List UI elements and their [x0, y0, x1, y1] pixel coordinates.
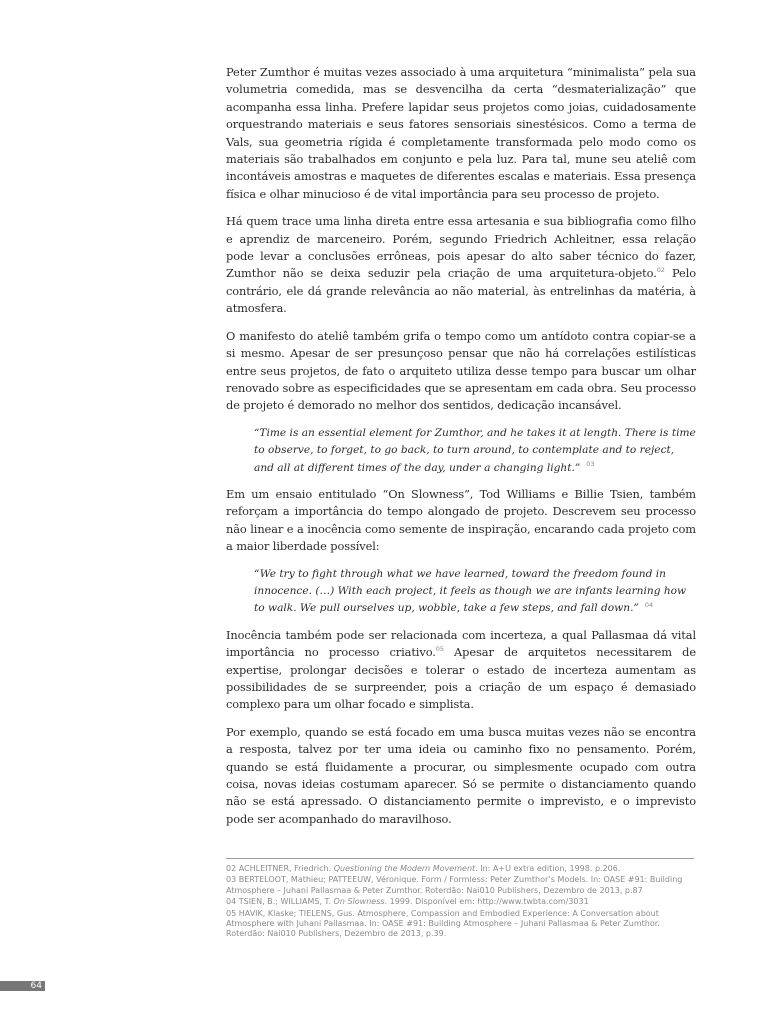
paragraph-4: Em um ensaio entitulado “On Slowness”, Tod Williams e Billie Tsien, também reforçam a importância do tempo alongado de projeto. Descrevem seu processo não linear e a inocência como semente de inspiração, encarando cada projeto com a maior liberdade possível:: [226, 486, 696, 554]
paragraph-5-text-b: Apesar de arquitetos necessitarem de expertise, prolongar decisões e tolerar o estado de incerteza aumentam as possibilidades de se surpreender, pois a criação de um espaço é demasiado complexo para um olhar focado e simplista.: [226, 645, 696, 712]
footnote-ref-02[interactable]: 02: [656, 266, 665, 275]
footnote-04-title: On Slowness: [333, 897, 385, 907]
quote-1-text: “Time is an essential element for Zumthor, and he takes it at length. There is time to observe, to forget, to go back, to turn around, to contemplate and to reject, and all at different times of the day, under a changing light.”: [254, 426, 696, 474]
paragraph-2: [226, 213, 696, 317]
footnote-02-text-a: 02 ACHLEITNER, Friedrich.: [226, 864, 334, 873]
footnotes: [226, 864, 694, 941]
footnote-02: [226, 864, 694, 874]
paragraph-6: Por exemplo, quando se está focado em uma busca muitas vezes não se encontra a resposta, talvez por ter uma ideia ou caminho fixo no pensamento. Porém, quando se está fluidamente a procurar, ou simplesmente ocupado com outra coisa, novas ideias costumam aparecer. Só se permite o distanciamento quando não se está apressado. O distanciamento permite o imprevisto, e o imprevisto pode ser acompanhado do maravilhoso.: [226, 724, 696, 826]
paragraph-5-text-a: Inocência também pode ser relacionada com incerteza, a qual Pallasmaa dá vital importância no processo criativo.: [226, 627, 696, 660]
footnote-04-text-b: . 1999. Disponível em: http://www.twbta.com/3031: [384, 897, 589, 907]
paragraph-2-text-b: Pelo contrário, ele dá grande relevância ao não material, às entrelinhas da matéria, à atmosfera.: [226, 266, 697, 316]
block-quote-1: [254, 425, 696, 477]
footnote-04-text-a: 04 TSIEN, B.; WILLIAMS, T.: [226, 897, 334, 907]
footnote-05: 05 HAVIK, Klaske; TIELENS, Gus. Atmosphere, Compassion and Embodied Experience: A Conversation about Atmosphere with Juhani Pallasmaa. In: OASE #91: Building Atmosphere – Juhani Pallasmaa & Peter Zumthor. Roterdão: Nai010 Publishers, Dezembro de 2013, p.39.: [226, 908, 660, 939]
footnote-divider: [226, 858, 694, 859]
page-number: 64: [0, 981, 45, 991]
footnote-ref-05[interactable]: 05: [435, 645, 444, 654]
paragraph-1: Peter Zumthor é muitas vezes associado à uma arquitetura “minimalista” pela sua volumetria comedida, mas se desvencilha da certa “desmaterialização” que acompanha essa linha. Prefere lapidar seus projetos como joias, cuidadosamente orquestrando materiais e seus fatores sensoriais sinestésicos. Como a terma de Vals, sua geometria rígida é completamente transformada pelo modo como os materiais são trabalhados em conjunto e pela luz. Para tal, mune seu ateliê com incontáveis amostras e maquetes de diferentes escalas e materiais. Essa presença física e olhar minucioso é de vital importância para seu processo de projeto.: [226, 65, 696, 201]
footnote-ref-03[interactable]: 03: [586, 460, 595, 468]
quote-2-text: “We try to fight through what we have learned, toward the freedom found in innocence. (…) With each project, it feels as though we are infants learning how to walk. We pull ourselves up, wobble, take a few steps, and fall down.”: [254, 567, 687, 615]
footnote-03: 03 BERTELOOT, Mathieu; PATTEEUW, Véronique. Form / Formless: Peter Zumthor’s Models. In: OASE #91: Building Atmosphere – Juhani Pallasmaa & Peter Zumthor. Roterdão: Nai010 Publishers, Dezembro de 2013, p.87: [226, 875, 683, 895]
footnote-02-title: Questioning the Modern Movement: [333, 864, 476, 873]
block-quote-2: [254, 566, 696, 618]
footnote-ref-04[interactable]: 04: [644, 600, 654, 609]
footnote-04: [226, 897, 694, 907]
paragraph-5: [226, 627, 696, 714]
paragraph-2-text-a: Há quem trace uma linha direta entre essa artesania e sua bibliografia como filho e aprendiz de marceneiro. Porém, segundo Friedrich Achleitner, essa relação pode levar a conclusões errôneas, pois apesar do alto saber técnico do fazer, Zumthor não se deixa seduzir pela criação de uma arquitetura-objeto.: [226, 214, 696, 281]
paragraph-3: O manifesto do ateliê também grifa o tempo como um antídoto contra copiar-se a si mesmo. Apesar de ser presunçoso pensar que não há correlações estilísticas entre seus projetos, de fato o arquiteto utiliza desse tempo para buscar um olhar renovado sobre as especificidades que se apresentam em cada obra. Seu processo de projeto é demorado no melhor dos sentidos, dedicação incansável.: [226, 328, 696, 413]
footnote-02-text-b: . In: A+U extra edition, 1998. p.206.: [475, 864, 621, 873]
main-text: [226, 64, 696, 838]
